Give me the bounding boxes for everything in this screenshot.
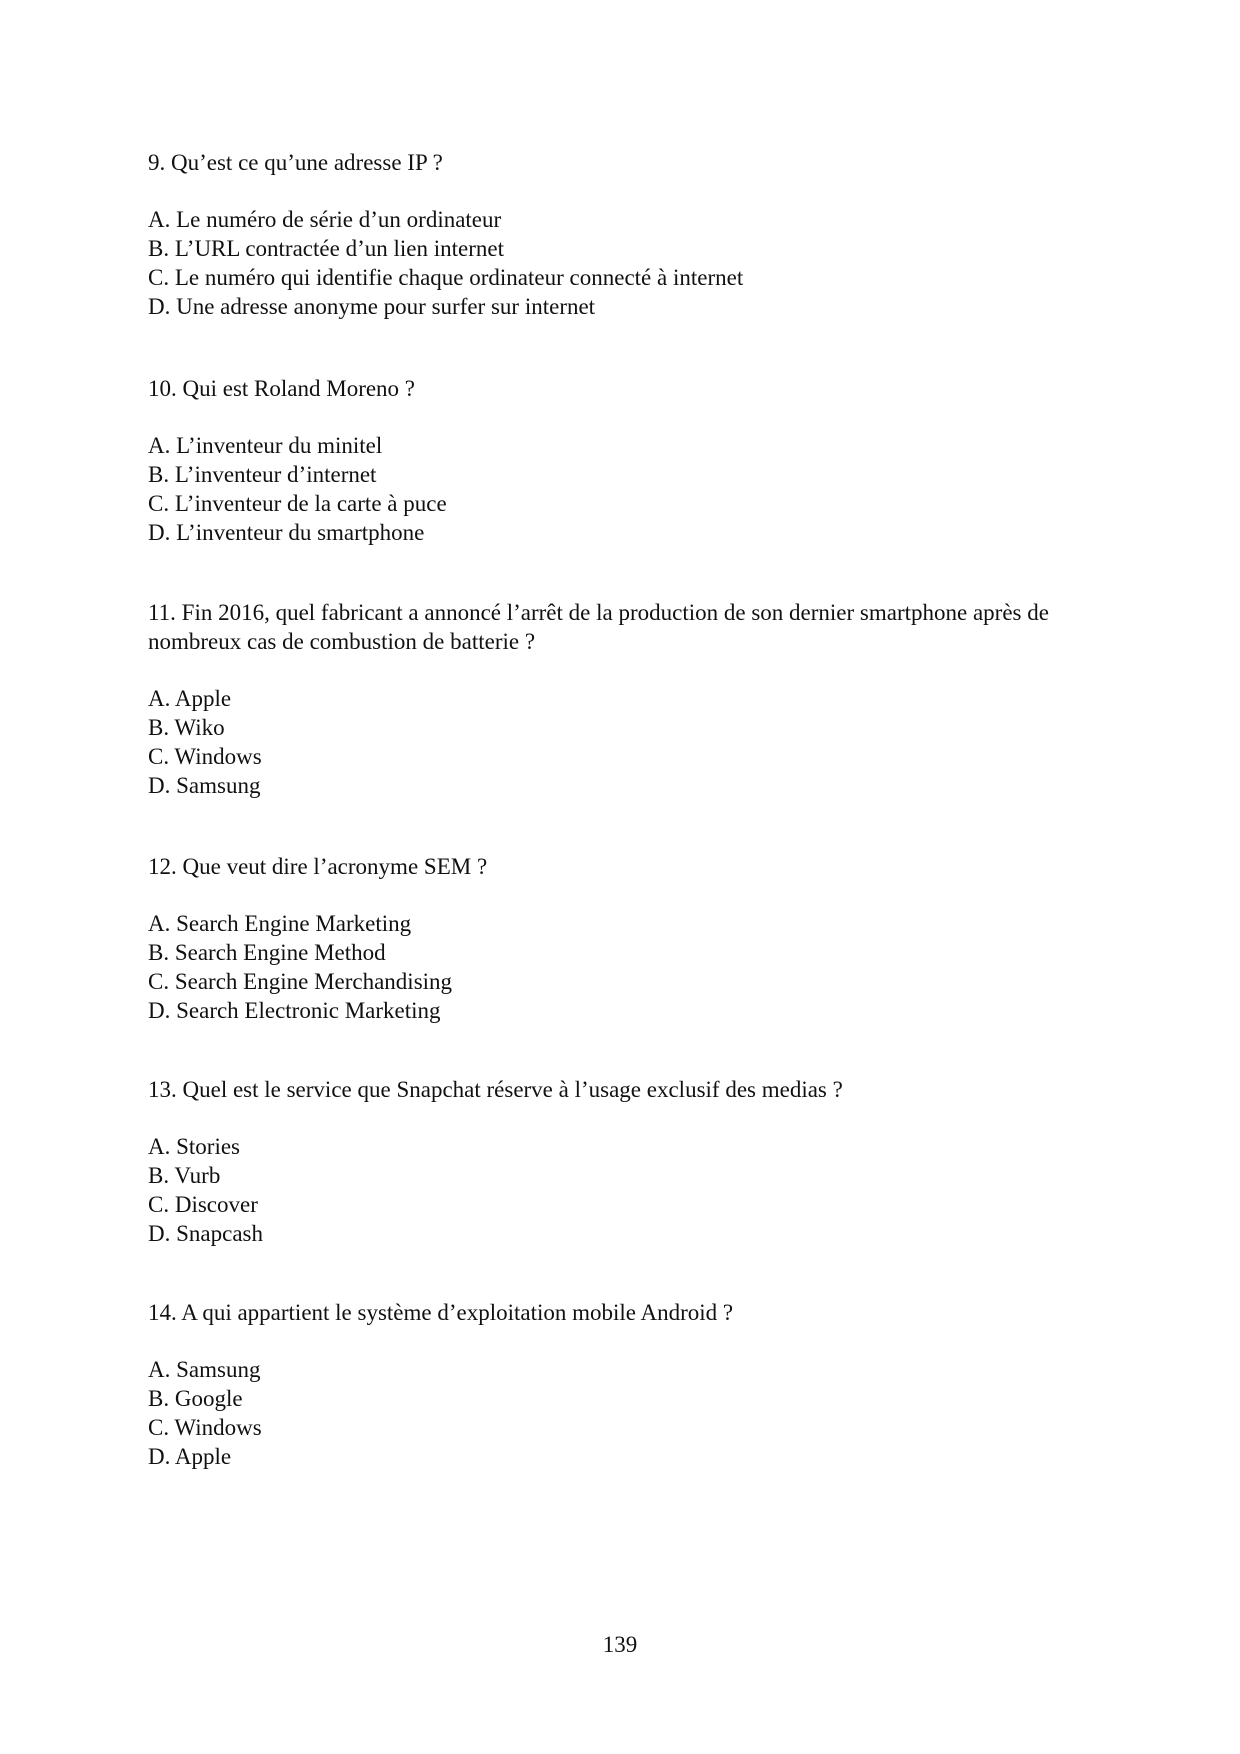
answer-option-d: D. Samsung <box>148 773 261 798</box>
question-text: 12. Que veut dire l’acronyme SEM ? <box>148 854 488 879</box>
answer-option-a: A. Stories <box>148 1134 240 1159</box>
answer-option-d: D. Search Electronic Marketing <box>148 998 441 1023</box>
answer-option-c: C. L’inventeur de la carte à puce <box>148 491 447 516</box>
question-11 <box>148 598 1108 800</box>
answer-option-b: B. L’inventeur d’internet <box>148 462 377 487</box>
answer-options <box>148 1132 1108 1248</box>
question-13 <box>148 1075 1108 1248</box>
answer-option-a: A. Search Engine Marketing <box>148 911 412 936</box>
answer-option-a: A. L’inventeur du minitel <box>148 433 383 458</box>
question-14 <box>148 1298 1108 1471</box>
answer-option-a: A. Samsung <box>148 1357 261 1382</box>
answer-option-a: A. Le numéro de série d’un ordinateur <box>148 207 502 232</box>
question-text: 11. Fin 2016, quel fabricant a annoncé l’arrêt de la production de son dernier smartphone après de nombreux cas de combustion de batterie ? <box>148 600 1049 654</box>
answer-option-c: C. Windows <box>148 1415 262 1440</box>
question-text: 14. A qui appartient le système d’exploitation mobile Android ? <box>148 1300 734 1325</box>
answer-option-b: B. Google <box>148 1386 243 1411</box>
answer-options <box>148 684 1108 800</box>
answer-option-a: A. Apple <box>148 686 232 711</box>
question-10 <box>148 374 1108 547</box>
question-text: 13. Quel est le service que Snapchat réserve à l’usage exclusif des medias ? <box>148 1077 843 1102</box>
question-12 <box>148 852 1108 1025</box>
answer-option-c: C. Search Engine Merchandising <box>148 969 453 994</box>
question-text: 10. Qui est Roland Moreno ? <box>148 376 416 401</box>
answer-option-d: D. Une adresse anonyme pour surfer sur internet <box>148 294 596 319</box>
answer-options <box>148 205 1108 321</box>
answer-option-c: C. Discover <box>148 1192 258 1217</box>
answer-option-d: D. L’inventeur du smartphone <box>148 520 425 545</box>
answer-options <box>148 431 1108 547</box>
answer-options <box>148 909 1108 1025</box>
question-9 <box>148 148 1108 321</box>
answer-options <box>148 1355 1108 1471</box>
answer-option-b: B. Search Engine Method <box>148 940 386 965</box>
answer-option-d: D. Snapcash <box>148 1221 263 1246</box>
answer-option-b: B. Vurb <box>148 1163 221 1188</box>
question-text: 9. Qu’est ce qu’une adresse IP ? <box>148 150 443 175</box>
answer-option-b: B. Wiko <box>148 715 225 740</box>
answer-option-c: C. Windows <box>148 744 262 769</box>
page-number: 139 <box>602 1632 638 1657</box>
answer-option-c: C. Le numéro qui identifie chaque ordinateur connecté à internet <box>148 265 744 290</box>
answer-option-b: B. L’URL contractée d’un lien internet <box>148 236 504 261</box>
answer-option-d: D. Apple <box>148 1444 232 1469</box>
